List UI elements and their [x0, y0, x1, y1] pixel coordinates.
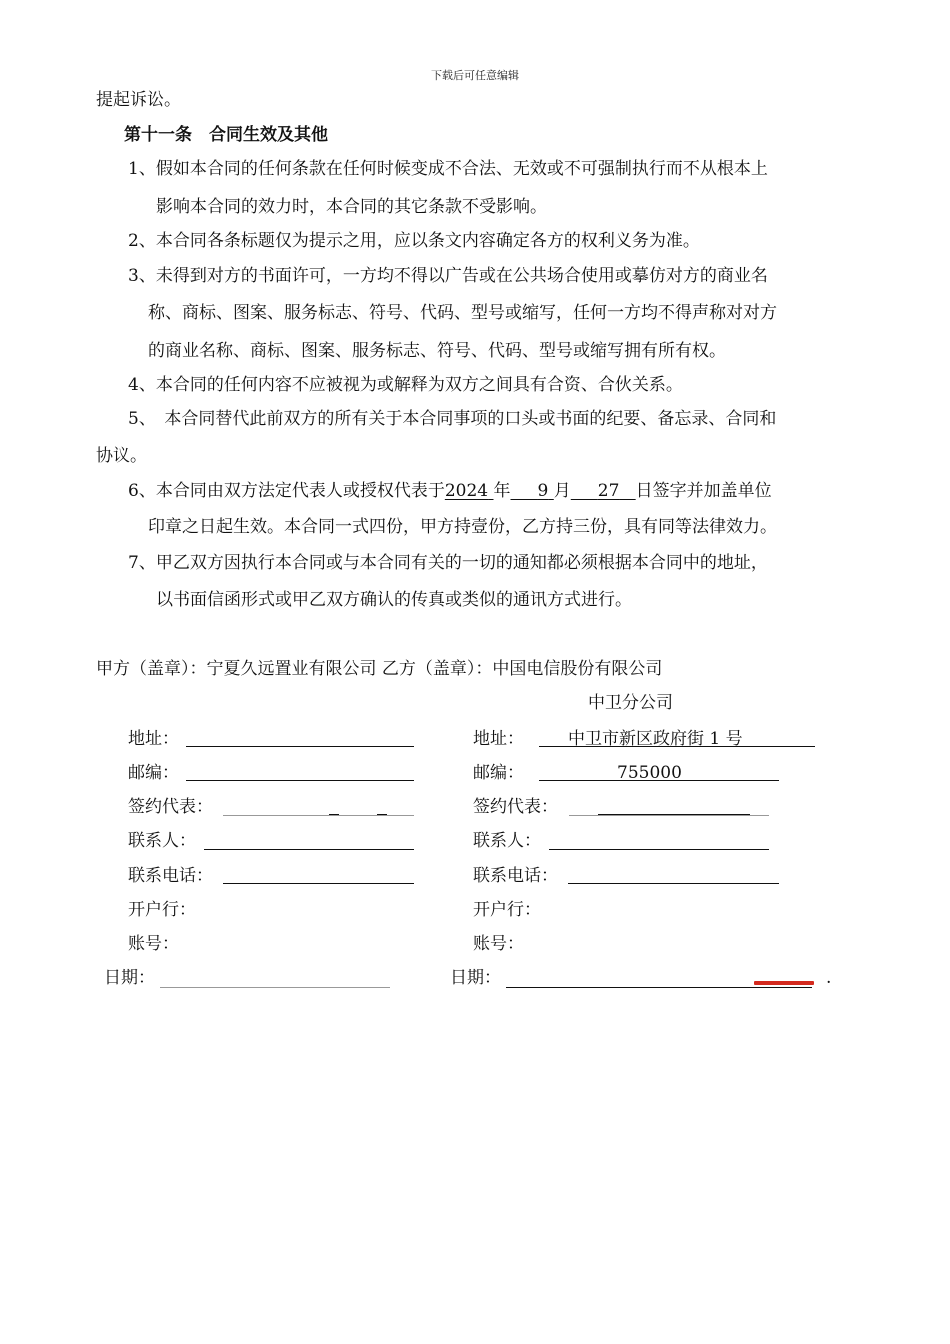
party-a-zip-label: 邮编：: [128, 763, 179, 783]
item-6-month-label: 月: [553, 481, 571, 501]
red-stamp-mark: [754, 981, 814, 985]
item-6-prefix: 6、本合同由双方法定代表人或授权代表于: [128, 481, 445, 501]
party-a-zip-field[interactable]: [186, 780, 414, 781]
item-4: 4、本合同的任何内容不应被视为或解释为双方之间具有合资、合伙关系。: [128, 375, 683, 395]
item-6-year-label: 年: [493, 481, 511, 501]
party-b-rep-mark: [598, 814, 750, 815]
party-a-rep-mark-2: [377, 814, 387, 815]
party-a-date-label: 日期：: [104, 968, 155, 988]
party-a-phone-label: 联系电话：: [128, 866, 213, 886]
item-3-line-1: 3、未得到对方的书面许可，一方均不得以广告或在公共场合使用或摹仿对方的商业名: [128, 266, 768, 286]
item-2: 2、本合同各条标题仅为提示之用，应以条文内容确定各方的权利义务为准。: [128, 231, 700, 251]
party-b-zip-value: 755000: [617, 763, 682, 783]
party-b-zip-label: 邮编：: [473, 763, 524, 783]
party-b-contact-field[interactable]: [549, 849, 769, 850]
party-b-rep-label: 签约代表：: [473, 797, 558, 817]
section-heading: 第十一条 合同生效及其他: [124, 125, 328, 145]
item-1-line-2: 影响本合同的效力时，本合同的其它条款不受影响。: [156, 197, 547, 217]
item-6-month: 9: [537, 481, 549, 501]
item-6-day: 27: [597, 481, 620, 501]
item-3-line-3: 的商业名称、商标、图案、服务标志、符号、代码、型号或缩写拥有所有权。: [148, 341, 726, 361]
item-7-line-1: 7、甲乙双方因执行本合同或与本合同有关的一切的通知都必须根据本合同中的地址，: [128, 553, 768, 573]
page-header: 下载后可任意编辑: [431, 69, 519, 82]
party-b-date-field[interactable]: [506, 987, 812, 988]
item-6-line-2: 印章之日起生效。本合同一式四份，甲方持壹份，乙方持三份，具有同等法律效力。: [148, 517, 777, 537]
party-b-contact-label: 联系人：: [473, 831, 541, 851]
party-a-address-field[interactable]: [186, 746, 414, 747]
party-b-bank-label: 开户行：: [473, 900, 541, 920]
party-a-rep-label: 签约代表：: [128, 797, 213, 817]
item-3-line-2: 称、商标、图案、服务标志、符号、代码、型号或缩写，任何一方均不得声称对对方: [148, 303, 777, 323]
party-b-branch: 中卫分公司: [588, 693, 673, 713]
party-b-address-field[interactable]: [539, 746, 815, 747]
party-b-zip-field[interactable]: [539, 780, 779, 781]
party-b-date-label: 日期：: [450, 968, 501, 988]
party-b-account-label: 账号：: [473, 934, 524, 954]
item-5-line-1: 5、 本合同替代此前双方的所有关于本合同事项的口头或书面的纪要、备忘录、合同和: [128, 409, 777, 429]
party-b-date-trailing: .: [826, 968, 832, 988]
party-b-phone-field[interactable]: [568, 883, 779, 884]
party-a-address-label: 地址：: [128, 729, 179, 749]
party-b-rep-field[interactable]: [569, 815, 769, 816]
party-a-rep-mark-1: [329, 814, 339, 815]
item-6-suffix: 日签字并加盖单位: [635, 481, 772, 501]
party-b-phone-label: 联系电话：: [473, 866, 558, 886]
party-b-address-label: 地址：: [473, 729, 524, 749]
party-a-rep-field[interactable]: [223, 815, 414, 816]
parties-line: 甲方（盖章）：宁夏久远置业有限公司 乙方（盖章）：中国电信股份有限公司: [96, 659, 663, 679]
party-a-contact-label: 联系人：: [128, 831, 196, 851]
party-a-phone-field[interactable]: [223, 883, 414, 884]
item-7-line-2: 以书面信函形式或甲乙双方确认的传真或类似的通讯方式进行。: [156, 590, 632, 610]
item-5-line-2: 协议。: [96, 446, 147, 466]
item-6-line-1: [128, 483, 772, 500]
party-a-bank-label: 开户行：: [128, 900, 196, 920]
party-b-address-value: 中卫市新区政府街 1 号: [568, 729, 743, 749]
paragraph-continuation: 提起诉讼。: [96, 90, 181, 110]
party-a-contact-field[interactable]: [204, 849, 414, 850]
party-a-account-label: 账号：: [128, 934, 179, 954]
item-6-year: 2024: [444, 481, 489, 501]
item-1-line-1: 1、假如本合同的任何条款在任何时候变成不合法、无效或不可强制执行而不从根本上: [128, 159, 768, 179]
party-a-date-field[interactable]: [160, 987, 390, 988]
